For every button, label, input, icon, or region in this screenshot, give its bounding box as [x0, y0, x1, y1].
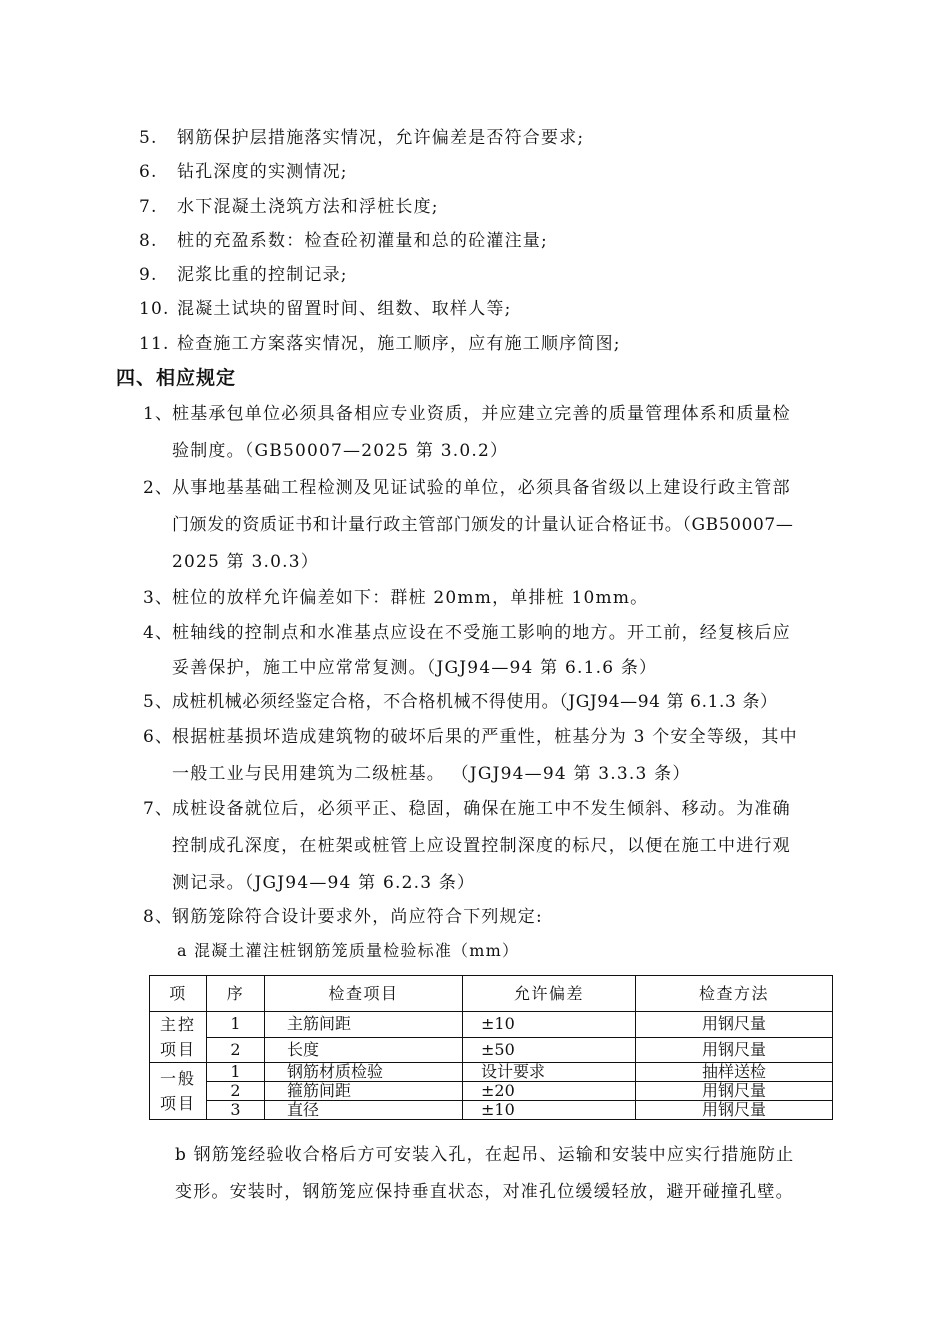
rule-line: 妥善保护，施工中应常常复测。（JGJ94—94 第 6.1.6 条） — [172, 658, 658, 678]
method-cell: 用钢尺量 — [636, 1037, 833, 1063]
note-b-line: 变形。安装时，钢筋笼应保持垂直状态，对准孔位缓缓轻放，避开碰撞孔壁。 — [175, 1182, 794, 1202]
header-cell: 项 — [150, 976, 207, 1012]
section-heading: 四、相应规定 — [116, 367, 237, 389]
method-cell: 用钢尺量 — [636, 1082, 833, 1101]
method-cell: 用钢尺量 — [636, 1012, 833, 1038]
header-cell: 检查方法 — [636, 976, 833, 1012]
table-row — [150, 1101, 833, 1120]
rule-line: 钢筋笼除符合设计要求外，尚应符合下列规定: — [172, 907, 543, 927]
checklist-num: 8. — [139, 231, 158, 251]
rule-line: 测记录。（JGJ94—94 第 6.2.3 条） — [172, 873, 476, 893]
group-label — [150, 1012, 207, 1063]
table-row — [150, 1037, 833, 1063]
rule-line: 桩轴线的控制点和水准基点应设在不受施工影响的地方。开工前，经复核后应 — [172, 623, 791, 643]
checklist-num: 6. — [139, 162, 158, 182]
checklist-text: 检查施工方案落实情况，施工顺序，应有施工顺序简图; — [177, 334, 621, 354]
checklist-num: 11. — [139, 334, 170, 354]
checklist-num: 5. — [139, 128, 158, 148]
table-row — [150, 1012, 833, 1038]
item-cell: 箍筋间距 — [265, 1082, 463, 1101]
rule-num: 7、 — [143, 799, 174, 819]
tolerance-cell: ±10 — [463, 1012, 636, 1038]
checklist-text: 泥浆比重的控制记录; — [177, 265, 348, 285]
group-label-line: 项目 — [159, 1094, 196, 1113]
rule-line: 桩位的放样允许偏差如下：群桩 20mm，单排桩 10mm。 — [172, 588, 649, 608]
seq-cell: 1 — [207, 1063, 265, 1082]
checklist-text: 钢筋保护层措施落实情况，允许偏差是否符合要求; — [177, 128, 585, 148]
item-cell: 直径 — [265, 1101, 463, 1120]
rule-line: 验制度。（GB50007—2025 第 3.0.2） — [172, 441, 509, 461]
seq-cell: 2 — [207, 1037, 265, 1063]
rule-line: 成桩机械必须经鉴定合格，不合格机械不得使用。（JGJ94—94 第 6.1.3 条） — [172, 692, 778, 712]
checklist-text: 桩的充盈系数：检查砼初灌量和总的砼灌注量; — [177, 231, 548, 251]
header-cell: 允许偏差 — [463, 976, 636, 1012]
group-label — [150, 1063, 207, 1120]
checklist-num: 10. — [139, 299, 170, 319]
tolerance-cell: 设计要求 — [463, 1063, 636, 1082]
seq-cell: 1 — [207, 1012, 265, 1038]
checklist-num: 7. — [139, 197, 158, 217]
group-label-line: 项目 — [159, 1040, 196, 1059]
table-caption: a 混凝土灌注桩钢筋笼质量检验标准（mm） — [177, 941, 520, 960]
table-header-row — [150, 976, 833, 1012]
rule-num: 6、 — [143, 727, 174, 747]
item-cell: 钢筋材质检验 — [265, 1063, 463, 1082]
checklist-text: 混凝土试块的留置时间、组数、取样人等; — [177, 299, 512, 319]
rule-line: 门颁发的资质证书和计量行政主管部门颁发的计量认证合格证书。（GB50007— — [172, 515, 794, 535]
rebar-cage-standard-table — [149, 975, 833, 1120]
header-cell: 检查项目 — [265, 976, 463, 1012]
seq-cell: 3 — [207, 1101, 265, 1120]
group-label-line: 主控 — [159, 1015, 196, 1034]
rule-num: 4、 — [143, 623, 174, 643]
rule-num: 3、 — [143, 588, 174, 608]
rule-num: 5、 — [143, 692, 174, 712]
rule-line: 2025 第 3.0.3） — [172, 552, 319, 572]
tolerance-cell: ±50 — [463, 1037, 636, 1063]
rule-line: 根据桩基损坏造成建筑物的破坏后果的严重性，桩基分为 3 个安全等级，其中 — [172, 727, 798, 747]
header-cell: 序 — [207, 976, 265, 1012]
item-cell: 主筋间距 — [265, 1012, 463, 1038]
rule-num: 1、 — [143, 404, 174, 424]
method-cell: 抽样送检 — [636, 1063, 833, 1082]
tolerance-cell: ±10 — [463, 1101, 636, 1120]
rule-num: 2、 — [143, 478, 174, 498]
checklist-text: 水下混凝土浇筑方法和浮桩长度; — [177, 197, 439, 217]
group-label-line: 一般 — [159, 1069, 196, 1088]
rule-line: 一般工业与民用建筑为二级桩基。 （JGJ94—94 第 3.3.3 条） — [172, 764, 691, 784]
table-row — [150, 1082, 833, 1101]
checklist-num: 9. — [139, 265, 158, 285]
rule-line: 控制成孔深度，在桩架或桩管上应设置控制深度的标尺，以便在施工中进行观 — [172, 836, 791, 856]
rule-line: 桩基承包单位必须具备相应专业资质，并应建立完善的质量管理体系和质量检 — [172, 404, 791, 424]
seq-cell: 2 — [207, 1082, 265, 1101]
checklist-text: 钻孔深度的实测情况; — [177, 162, 348, 182]
table-row — [150, 1063, 833, 1082]
rule-num: 8、 — [143, 907, 174, 927]
method-cell: 用钢尺量 — [636, 1101, 833, 1120]
tolerance-cell: ±20 — [463, 1082, 636, 1101]
rule-line: 成桩设备就位后，必须平正、稳固，确保在施工中不发生倾斜、移动。为准确 — [172, 799, 791, 819]
rule-line: 从事地基基础工程检测及见证试验的单位，必须具备省级以上建设行政主管部 — [172, 478, 791, 498]
item-cell: 长度 — [265, 1037, 463, 1063]
note-b-line: b 钢筋笼经验收合格后方可安装入孔，在起吊、运输和安装中应实行措施防止 — [175, 1145, 795, 1165]
